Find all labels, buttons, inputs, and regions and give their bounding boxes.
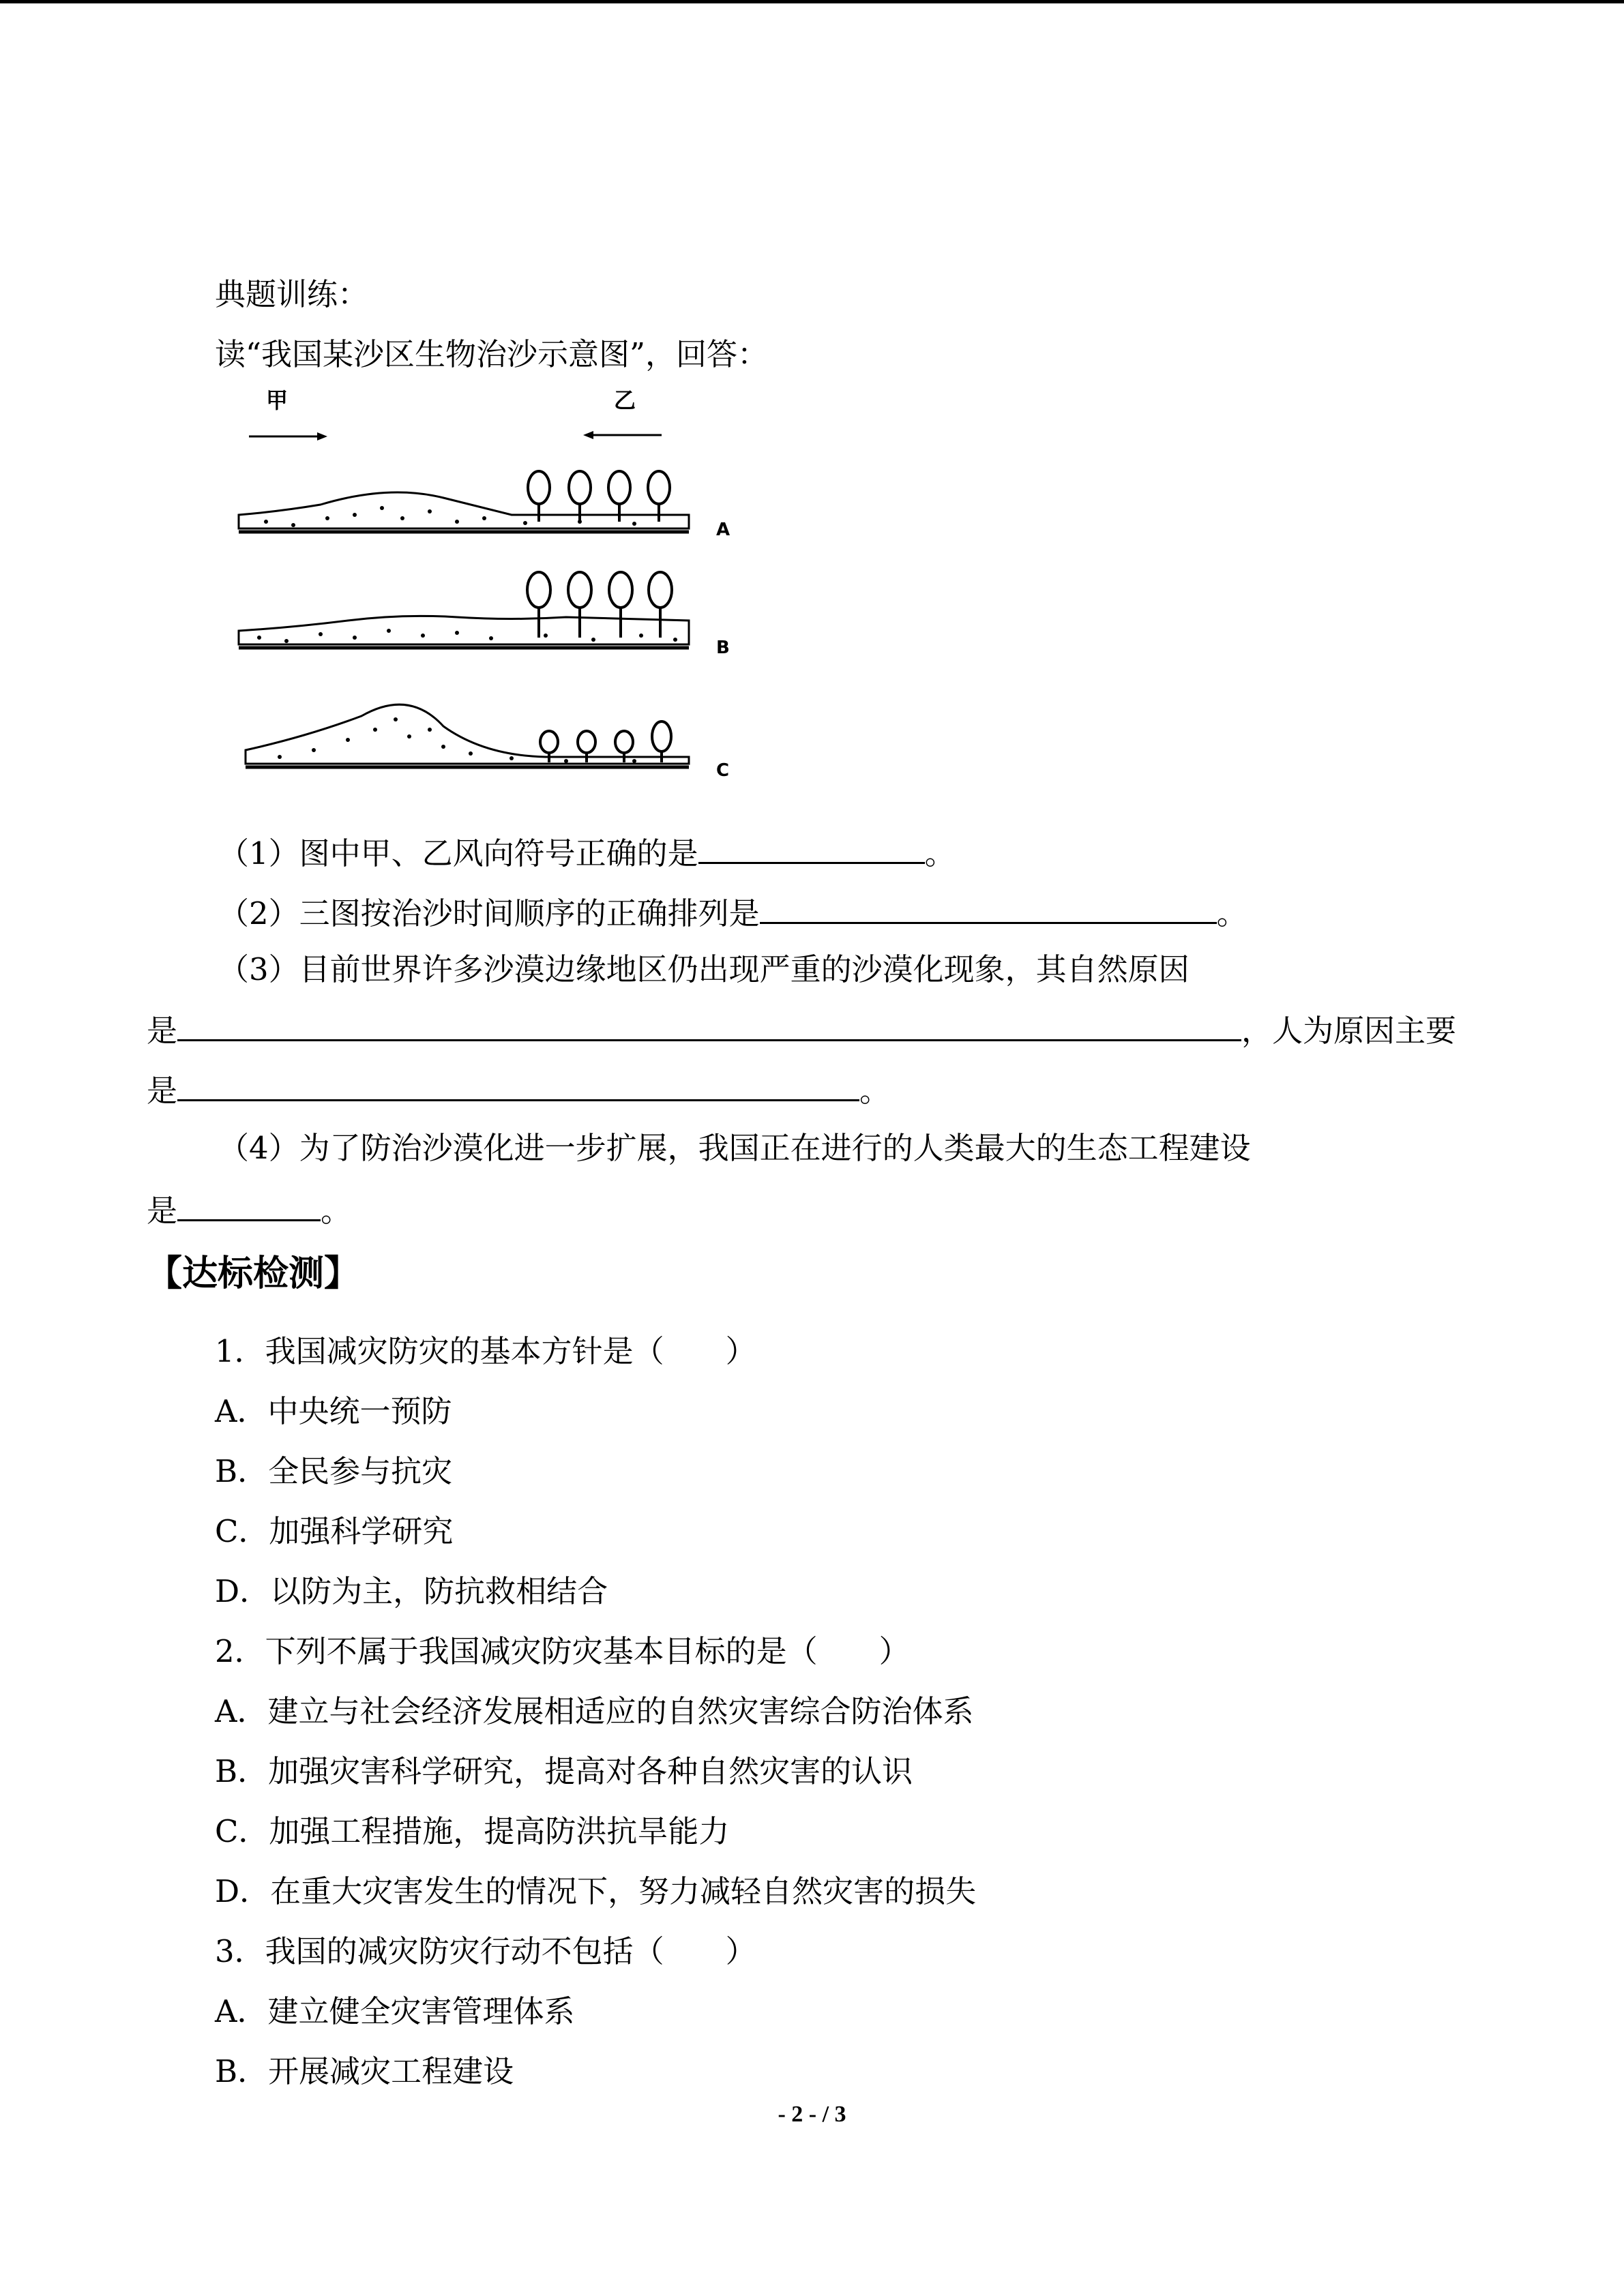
panel-c [246,704,729,781]
question-3-line-3 [147,1068,890,1112]
question-1-end: 。 [924,835,956,871]
question-1-answer-blank[interactable] [698,831,925,864]
wind-label-right: 乙 [614,387,636,413]
question-2-text: （2）三图按治沙时间顺序的正确排列是 [218,895,760,931]
question-3-end: 。 [859,1073,891,1109]
mc-question-1-option-c[interactable]: C．加强科学研究 [215,1513,454,1549]
question-3-natural-cause-blank[interactable] [177,1008,1241,1041]
sand-control-diagram-svg [225,382,743,798]
question-3-start: 是 [147,1013,178,1049]
mc-question-3-option-a[interactable]: A．建立健全灾害管理体系 [215,1993,575,2029]
question-3-human-cause-label: ，人为原因主要 [1241,1013,1457,1049]
example-prompt: 读“我国某沙区生物治沙示意图”，回答： [215,336,769,372]
question-3-line-2 [147,1008,1456,1052]
question-2 [218,891,1247,934]
sand-control-diagram [225,382,743,798]
question-4-start: 是 [147,1193,178,1229]
question-3-human-cause-blank[interactable] [177,1068,859,1101]
mc-question-3-option-b[interactable]: B．开展减灾工程建设 [215,2053,514,2089]
mc-question-2-stem: 2．下列不属于我国减灾防灾基本目标的是（ ） [215,1633,910,1669]
panel-c-label: C [716,760,730,781]
page-indicator: - 2 - / 3 [778,2102,846,2127]
question-2-answer-blank[interactable] [760,891,1217,924]
panel-b [239,572,730,658]
question-4-line-2 [147,1188,351,1232]
mc-question-1-option-d[interactable]: D．以防为主，防抗救相结合 [215,1573,608,1609]
question-3-line-1: （3）目前世界许多沙漠边缘地区仍出现严重的沙漠化现象，其自然原因 [218,951,1190,987]
panel-b-label: B [716,638,730,658]
example-section-label: 典题训练： [215,276,369,312]
mc-question-2-option-d[interactable]: D．在重大灾害发生的情况下，努力减轻自然灾害的损失 [215,1873,977,1909]
mc-question-2-option-a[interactable]: A．建立与社会经济发展相适应的自然灾害综合防治体系 [215,1693,974,1729]
question-2-end: 。 [1216,895,1247,931]
mc-question-1-option-b[interactable]: B．全民参与抗灾 [215,1453,453,1489]
panel-a [239,471,730,540]
question-1-text: （1）图中甲、乙风向符号正确的是 [218,835,698,871]
mc-question-1-option-a[interactable]: A．中央统一预防 [215,1393,452,1429]
section-heading: 【达标检测】 [147,1253,360,1294]
question-4-line-1: （4）为了防治沙漠化进一步扩展，我国正在进行的人类最大的生态工程建设 [218,1130,1251,1166]
wind-arrow-right-head [583,431,593,439]
panel-a-label: A [716,520,730,540]
mc-question-2-option-c[interactable]: C．加强工程措施，提高防洪抗旱能力 [215,1813,730,1849]
mc-question-1-stem: 1．我国减灾防灾的基本方针是（ ） [215,1333,756,1369]
wind-arrow-left-head [317,432,327,441]
mc-question-3-stem: 3．我国的减灾防灾行动不包括（ ） [215,1933,756,1969]
question-4-answer-blank[interactable] [177,1188,321,1221]
question-3-line3-start: 是 [147,1073,178,1109]
wind-label-left: 甲 [266,387,289,413]
top-border-line [0,0,1624,3]
mc-question-2-option-b[interactable]: B．加强灾害科学研究，提高对各种自然灾害的认识 [215,1753,913,1789]
question-1 [218,831,956,874]
question-4-end: 。 [321,1193,352,1229]
